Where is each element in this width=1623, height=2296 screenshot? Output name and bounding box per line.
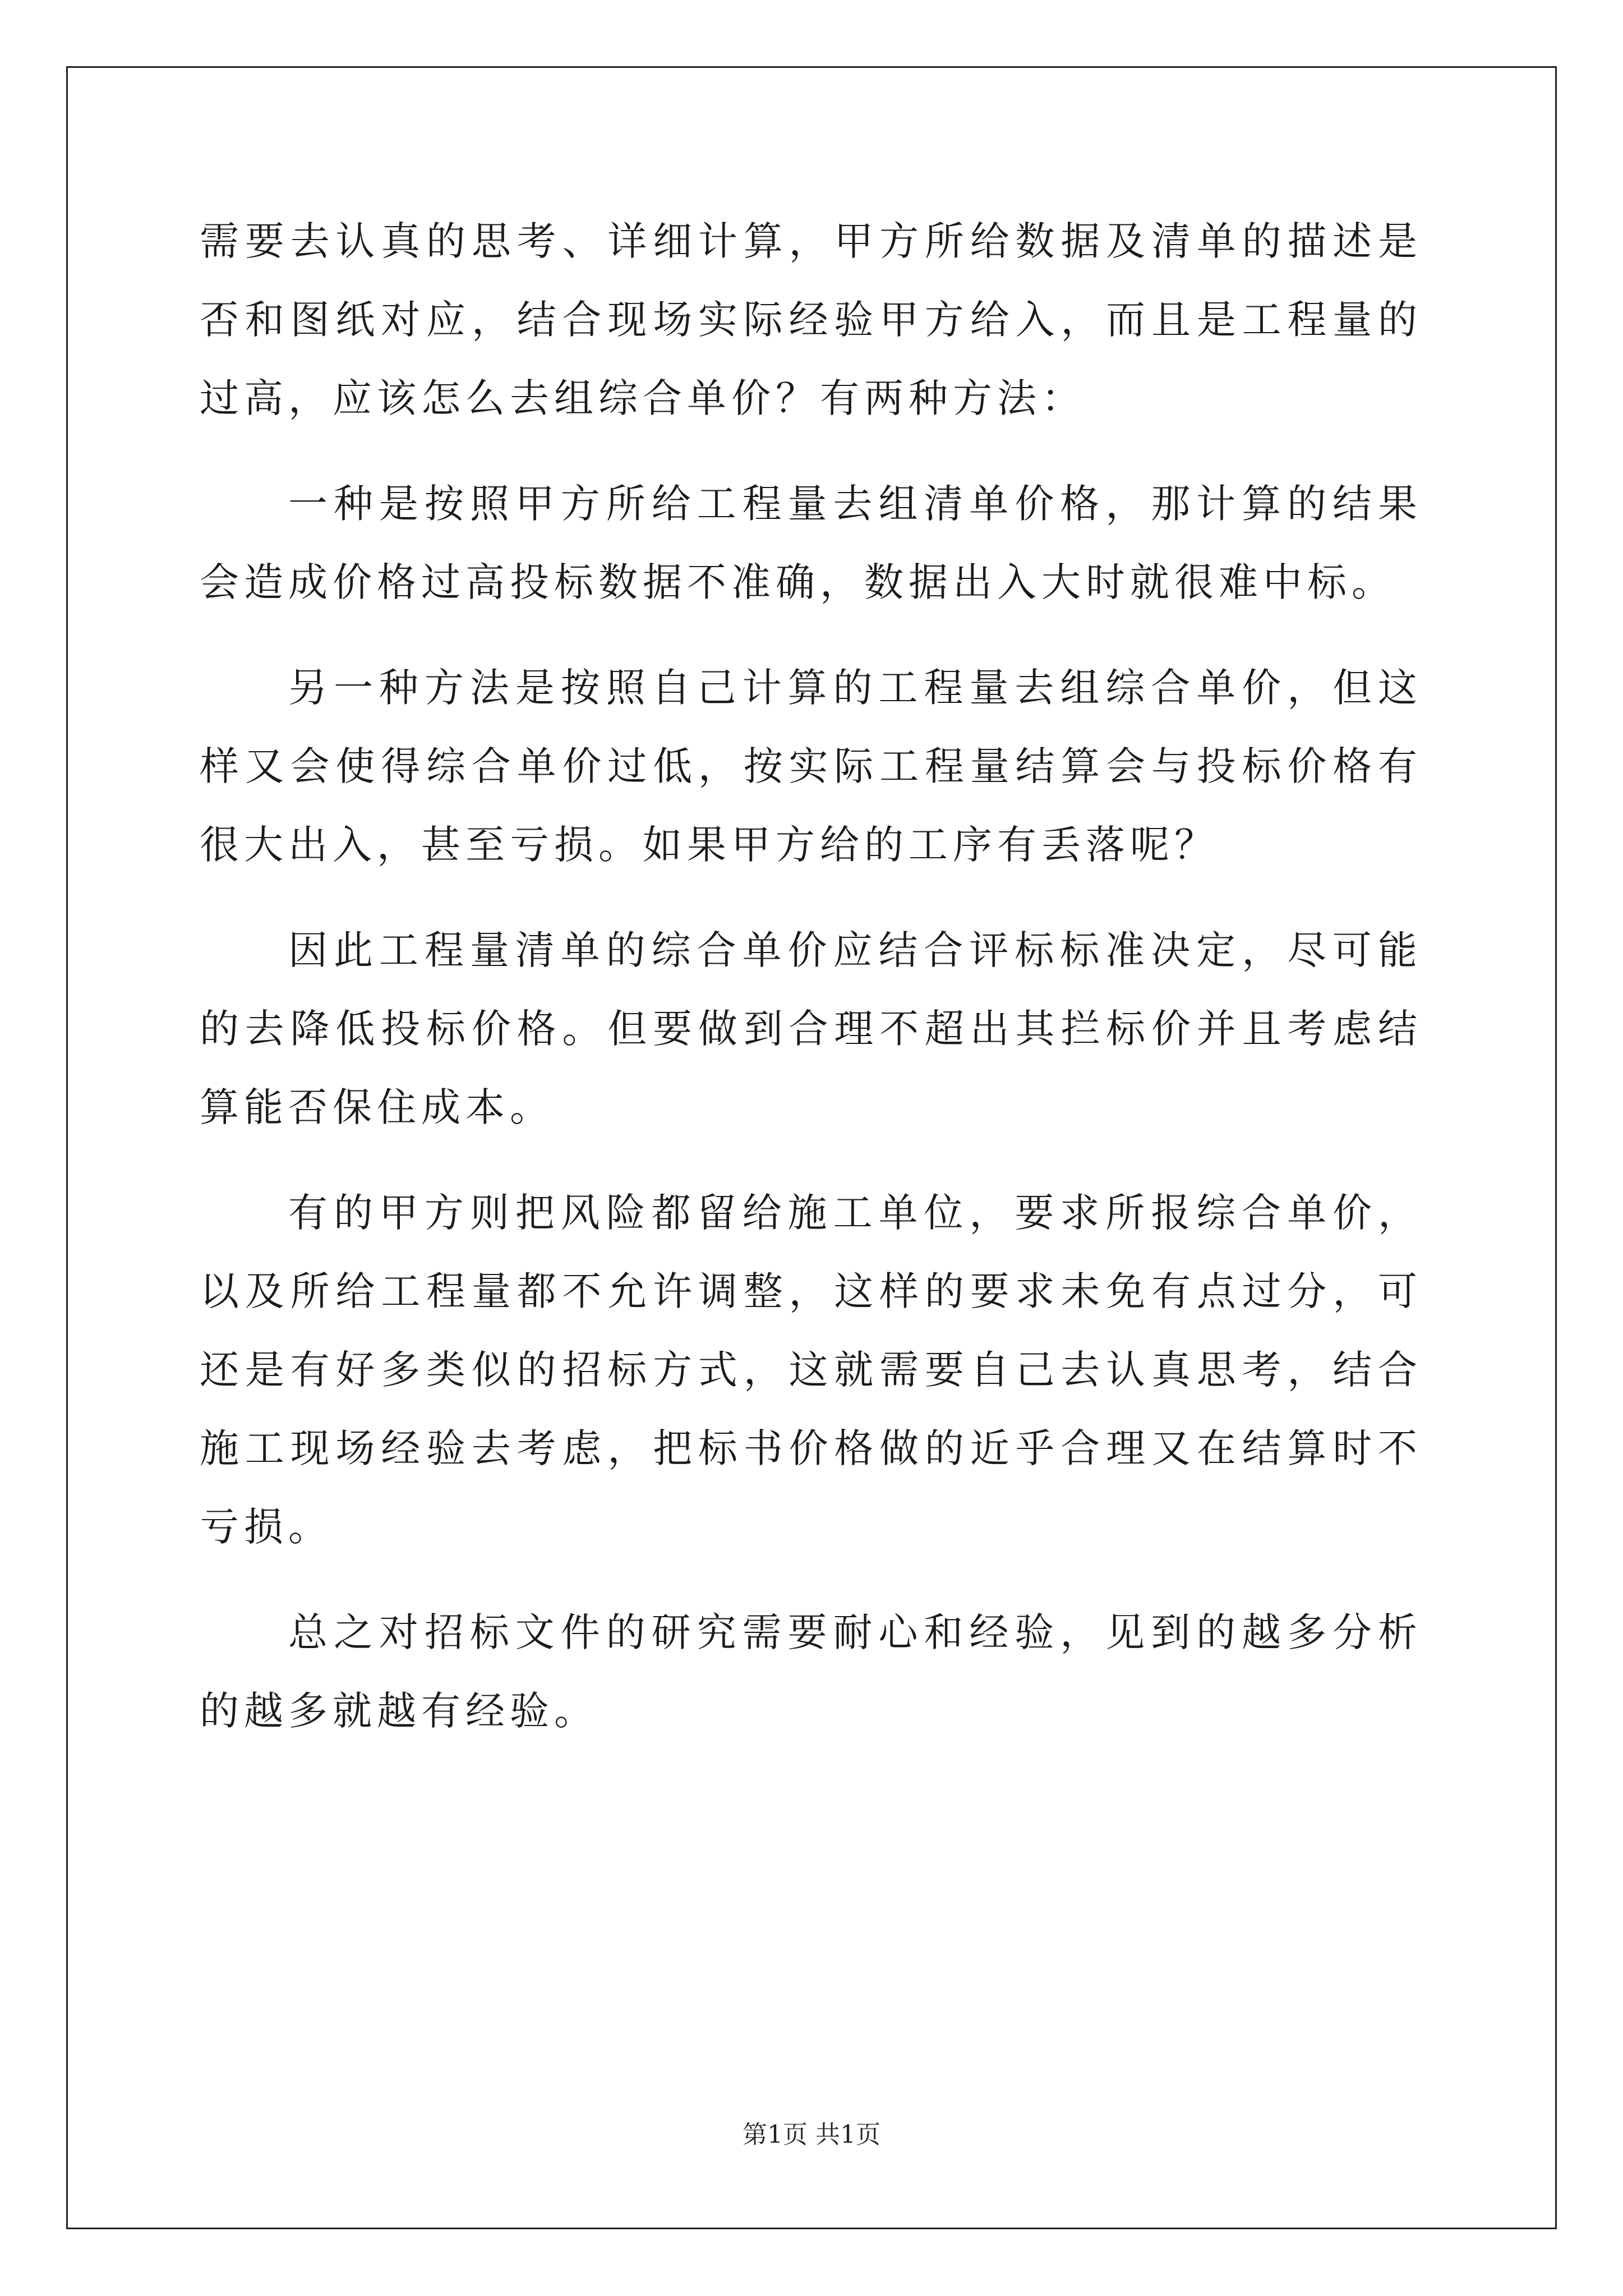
paragraph-2: 一种是按照甲方所给工程量去组清单价格，那计算的结果会造成价格过高投标数据不准确，数据出入大时就很难中标。 [200,481,1422,605]
document-body [200,202,1422,1750]
paragraph-5: 有的甲方则把风险都留给施工单位，要求所报综合单价，以及所给工程量都不允许调整，这样的要求未免有点过分，可还是有好多类似的招标方式，这就需要自己去认真思考，结合施工现场经验去考虑，把标书价格做的近乎合理又在结算时不亏损。 [200,1190,1422,1550]
paragraph-4: 因此工程量清单的综合单价应结合评标标准决定，尽可能的去降低投标价格。但要做到合理不超出其拦标价并且考虑结算能否保住成本。 [200,927,1422,1130]
paragraph-3: 另一种方法是按照自己计算的工程量去组综合单价，但这样又会使得综合单价过低，按实际工程量结算会与投标价格有很大出入，甚至亏损。如果甲方给的工序有丢落呢？ [200,665,1422,868]
paragraph-1: 需要去认真的思考、详细计算，甲方所给数据及清单的描述是否和图纸对应，结合现场实际经验甲方给入，而且是工程量的过高，应该怎么去组综合单价？有两种方法： [200,218,1422,421]
paragraph-6: 总之对招标文件的研究需要耐心和经验，见到的越多分析的越多就越有经验。 [200,1609,1422,1734]
page-number-footer: 第1页 共1页 [743,2120,880,2149]
